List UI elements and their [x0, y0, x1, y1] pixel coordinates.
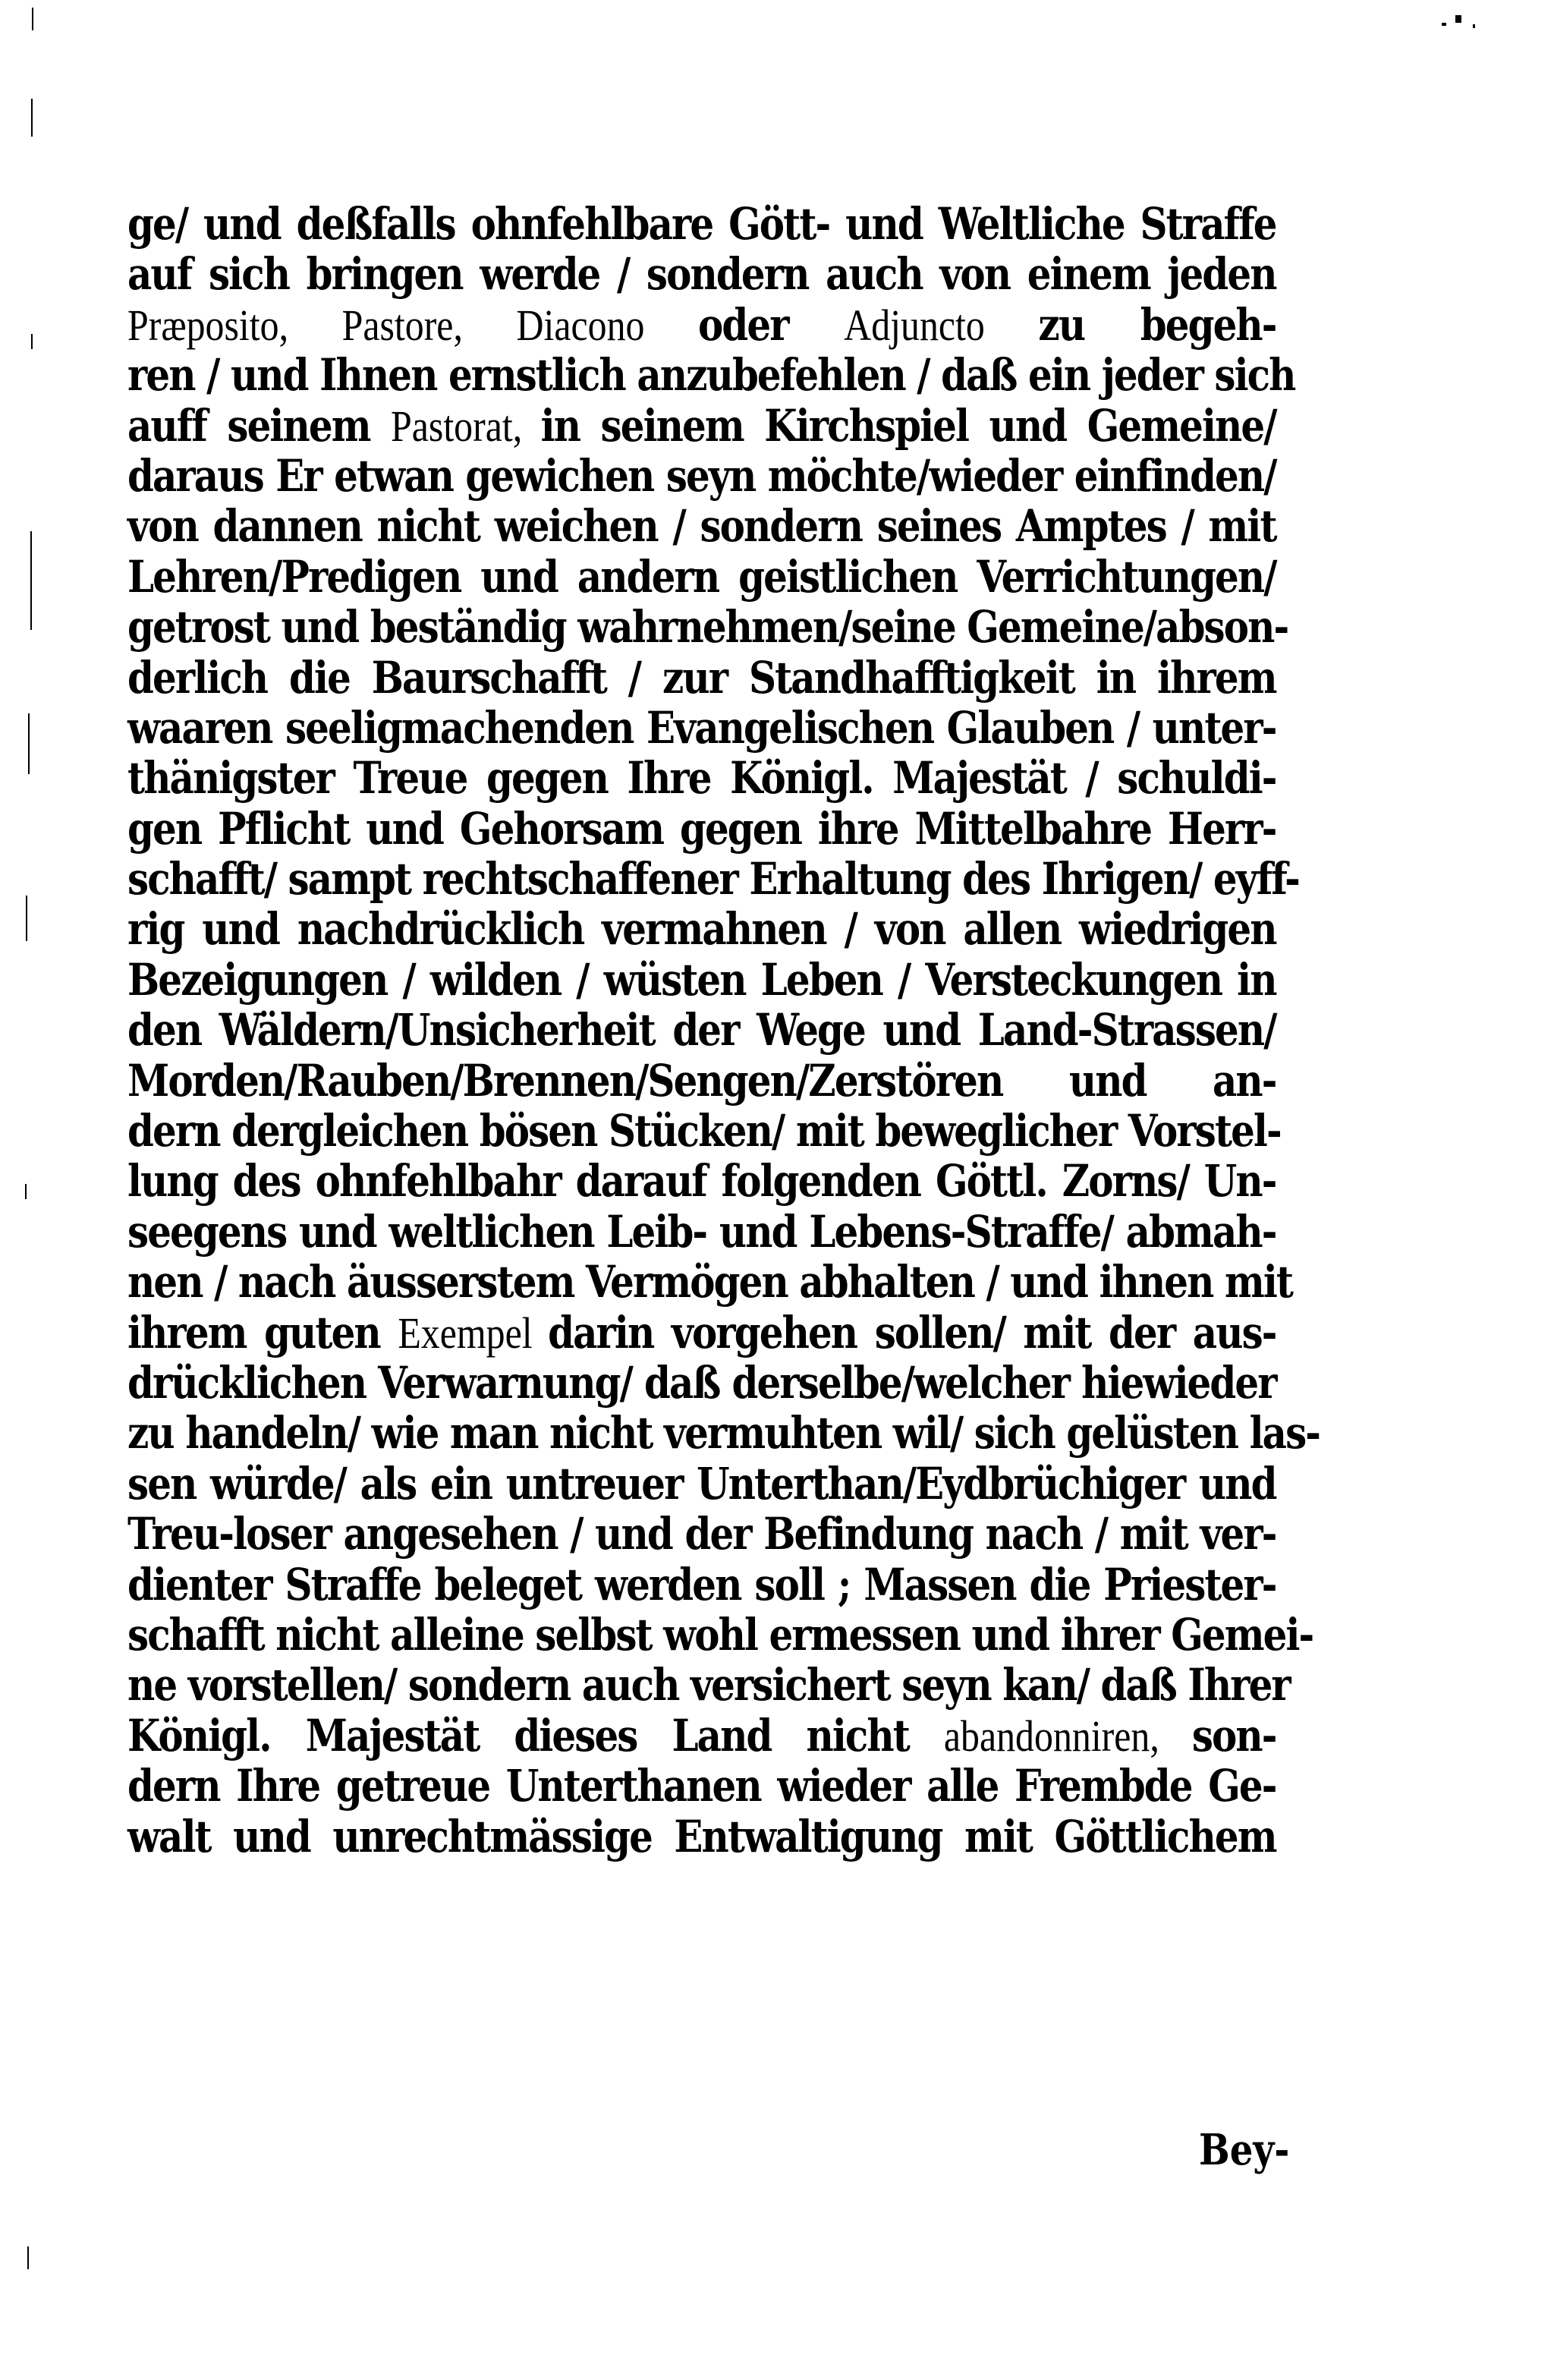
text-line-6: daraus Er etwan gewichen seyn möchte/wieder einfinden/ — [127, 449, 1276, 502]
latin-term: Adjuncto — [844, 300, 1039, 350]
text-line-14: schafft/ sampt rechtschaffener Erhaltung des Ihrigen/ eyff- — [127, 853, 1299, 905]
fraktur-text: zu begeh- — [1038, 298, 1276, 351]
text-line-23 — [127, 1308, 1276, 1358]
scan-margin-mark — [26, 896, 27, 941]
text-line-33: walt und unrechtmässige Entwaltigung mit Göttlichem — [127, 1810, 1276, 1862]
latin-terms: Præposito, Pastore, Diacono — [127, 300, 699, 350]
text-line-28: dienter Straffe beleget werden soll ; Massen die Priester- — [127, 1558, 1276, 1610]
fraktur-text: darin vorgehen sollen/ mit der aus- — [548, 1306, 1276, 1358]
fraktur-text: son- — [1191, 1709, 1276, 1761]
fraktur-text: Königl. Majestät dieses Land nicht — [127, 1709, 944, 1761]
body-text — [127, 198, 1320, 1862]
text-line-22: nen / nach äusserstem Vermögen abhalten / und ihnen mit — [127, 1256, 1293, 1308]
text-line-18: Morden/Rauben/Brennen/Sengen/Zerstören und an- — [127, 1054, 1276, 1107]
scan-margin-mark — [28, 713, 30, 774]
text-line-25: zu handeln/ wie man nicht vermuhten wil/ sich gelüsten las- — [127, 1407, 1320, 1459]
scan-margin-mark — [30, 531, 32, 630]
catchword: Bey- — [1199, 2125, 1290, 2175]
scan-margin-mark — [31, 334, 33, 349]
text-line-21: seegens und weltlichen Leib- und Lebens-Straffe/ abmah- — [127, 1205, 1276, 1258]
scan-margin-mark — [25, 1184, 27, 1199]
fraktur-word: oder — [698, 298, 845, 351]
text-line-8: Lehren/Predigen und andern geistlichen Verrichtungen/ — [127, 550, 1276, 603]
scan-speck — [1442, 23, 1446, 26]
latin-term: Exempel — [398, 1308, 549, 1358]
fraktur-text: ihrem guten — [127, 1306, 398, 1358]
text-line-12: thänigster Treue gegen Ihre Königl. Majestät / schuldi- — [127, 752, 1276, 804]
text-line-16: Bezeigungen / wilden / wüsten Leben / Versteckungen in — [127, 953, 1276, 1006]
text-line-20: lung des ohnfehlbahr darauf folgenden Göttl. Zorns/ Un- — [127, 1155, 1276, 1207]
scan-margin-mark — [32, 8, 33, 30]
scan-margin-mark — [31, 99, 33, 137]
text-line-13: gen Pflicht und Gehorsam gegen ihre Mittelbahre Herr- — [127, 802, 1276, 855]
text-line-4: ren / und Ihnen ernstlich anzubefehlen / daß ein jeder sich — [127, 349, 1295, 401]
text-line-10: derlich die Baurschafft / zur Standhafftigkeit in ihrem — [127, 651, 1276, 704]
text-line-11: waaren seeligmachenden Evangelischen Glauben / unter- — [127, 701, 1276, 754]
text-line-24: drücklichen Verwarnung/ daß derselbe/welcher hiewieder — [127, 1356, 1276, 1409]
fraktur-text: auff seinem — [127, 399, 392, 452]
text-line-15: rig und nachdrücklich vermahnen / von allen wiedrigen — [127, 903, 1276, 955]
text-line-9: getrost und beständig wahrnehmen/seine Gemeine/abson- — [127, 601, 1288, 653]
text-line-17: den Wäldern/Unsicherheit der Wege und Land-Strassen/ — [127, 1004, 1276, 1056]
latin-term: Pastorat, — [391, 401, 541, 451]
scan-speck — [1455, 15, 1461, 23]
text-line-30: ne vorstellen/ sondern auch versichert seyn kan/ daß Ihrer — [127, 1659, 1290, 1711]
scan-margin-mark — [27, 2246, 29, 2269]
text-line-29: schafft nicht alleine selbst wohl ermessen und ihrer Gemei- — [127, 1608, 1313, 1661]
text-line-5 — [127, 401, 1276, 451]
text-line-27: Treu-loser angesehen / und der Befindung nach / mit ver- — [127, 1508, 1276, 1560]
text-line-2: auf sich bringen werde / sondern auch von einem jeden — [127, 248, 1276, 301]
fraktur-text: in seinem Kirchspiel und Gemeine/ — [540, 399, 1276, 452]
latin-term: abandonniren, — [943, 1711, 1192, 1761]
text-line-7: von dannen nicht weichen / sondern seines Amptes / mit — [127, 500, 1276, 552]
text-line-19: dern dergleichen bösen Stücken/ mit beweglicher Vorstel- — [127, 1105, 1281, 1157]
text-line-32: dern Ihre getreue Unterthanen wieder alle Frembde Ge- — [127, 1760, 1276, 1812]
text-line-3 — [127, 300, 1276, 350]
text-line-26: sen würde/ als ein untreuer Unterthan/Eydbrüchiger und — [127, 1457, 1276, 1510]
text-line-1: ge/ und deßfalls ohnfehlbare Gött- und Weltliche Straffe — [127, 198, 1276, 250]
text-line-31 — [127, 1711, 1276, 1761]
scan-speck — [1473, 24, 1475, 28]
